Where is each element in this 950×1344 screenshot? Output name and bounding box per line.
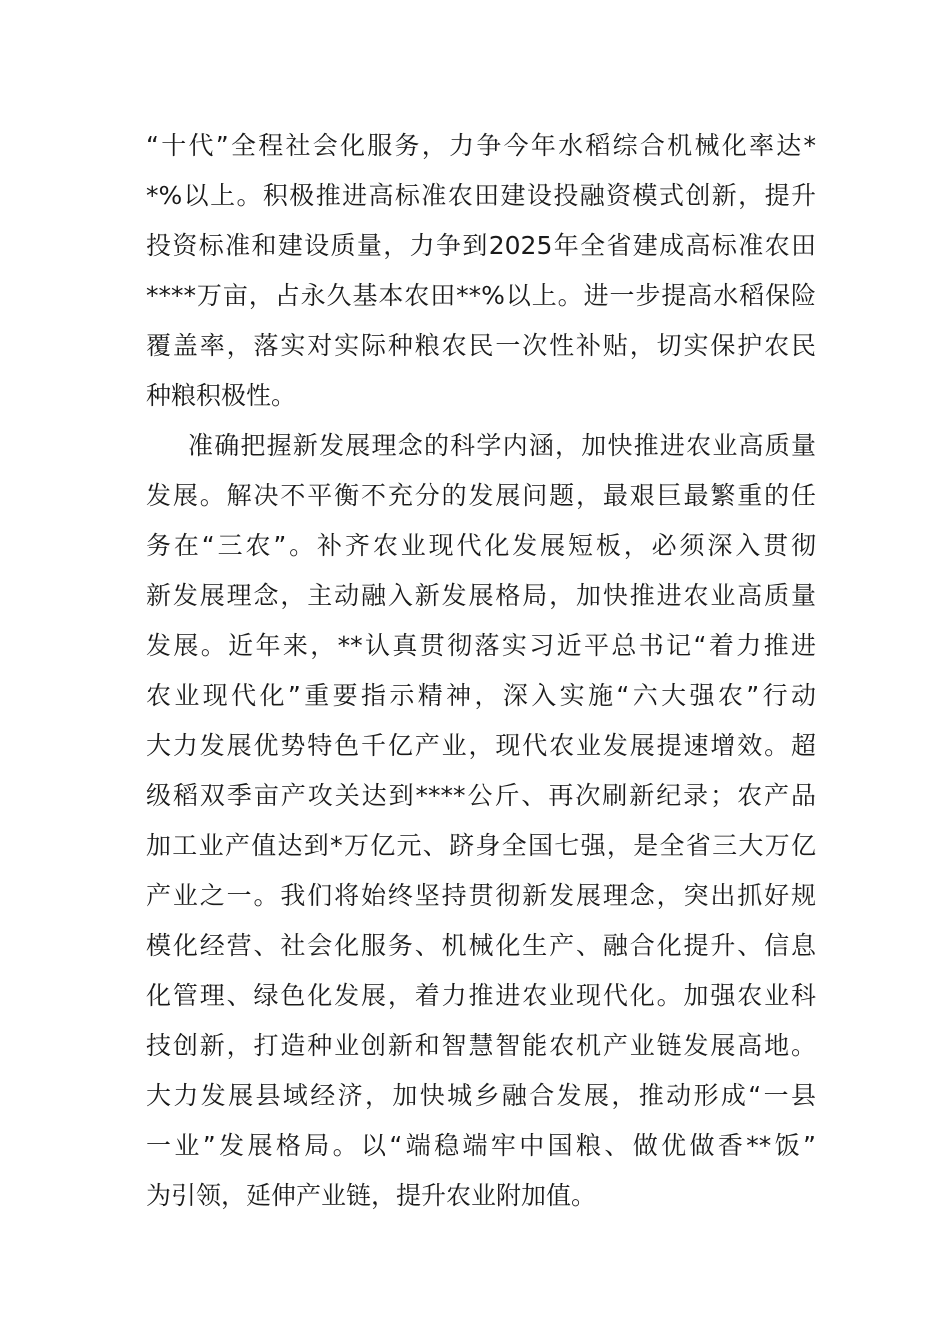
text-line: 化管理、绿色化发展，着力推进农业现代化。加强农业科 xyxy=(146,981,816,1010)
text-line: *%以上。积极推进高标准农田建设投融资模式创新，提升 xyxy=(146,181,816,210)
text-line: 发展。解决不平衡不充分的发展问题，最艰巨最繁重的任 xyxy=(146,481,816,510)
text-line: 准确把握新发展理念的科学内涵，加快推进农业高质量 xyxy=(188,431,816,460)
text-line: “十代”全程社会化服务，力争今年水稻综合机械化率达* xyxy=(146,131,816,160)
text-line: 技创新，打造种业创新和智慧智能农机产业链发展高地。 xyxy=(146,1031,816,1060)
paragraph-1 xyxy=(146,121,816,421)
text-line: 模化经营、社会化服务、机械化生产、融合化提升、信息 xyxy=(146,931,816,960)
text-line: 为引领，延伸产业链，提升农业附加值。 xyxy=(146,1181,597,1210)
text-line: 产业之一。我们将始终坚持贯彻新发展理念，突出抓好规 xyxy=(146,881,816,910)
text-line: 一业”发展格局。以“端稳端牢中国粮、做优做香**饭” xyxy=(146,1131,816,1160)
text-line: 投资标准和建设质量，力争到2025年全省建成高标准农田 xyxy=(146,231,816,260)
text-line: 发展。近年来，**认真贯彻落实习近平总书记“着力推进 xyxy=(146,631,816,660)
text-line: 大力发展优势特色千亿产业，现代农业发展提速增效。超 xyxy=(146,731,816,760)
text-line: 加工业产值达到*万亿元、跻身全国七强，是全省三大万亿 xyxy=(146,831,816,860)
text-line: ****万亩，占永久基本农田**%以上。进一步提高水稻保险 xyxy=(146,281,816,310)
text-line: 覆盖率，落实对实际种粮农民一次性补贴，切实保护农民 xyxy=(146,331,816,360)
text-line: 新发展理念，主动融入新发展格局，加快推进农业高质量 xyxy=(146,581,816,610)
text-line: 种粮积极性。 xyxy=(146,381,297,410)
text-line: 大力发展县域经济，加快城乡融合发展，推动形成“一县 xyxy=(146,1081,816,1110)
text-line: 务在“三农”。补齐农业现代化发展短板，必须深入贯彻 xyxy=(146,531,816,560)
paragraph-2 xyxy=(146,421,816,1221)
text-line: 农业现代化”重要指示精神，深入实施“六大强农”行动 xyxy=(146,681,816,710)
text-line: 级稻双季亩产攻关达到****公斤、再次刷新纪录；农产品 xyxy=(146,781,816,810)
